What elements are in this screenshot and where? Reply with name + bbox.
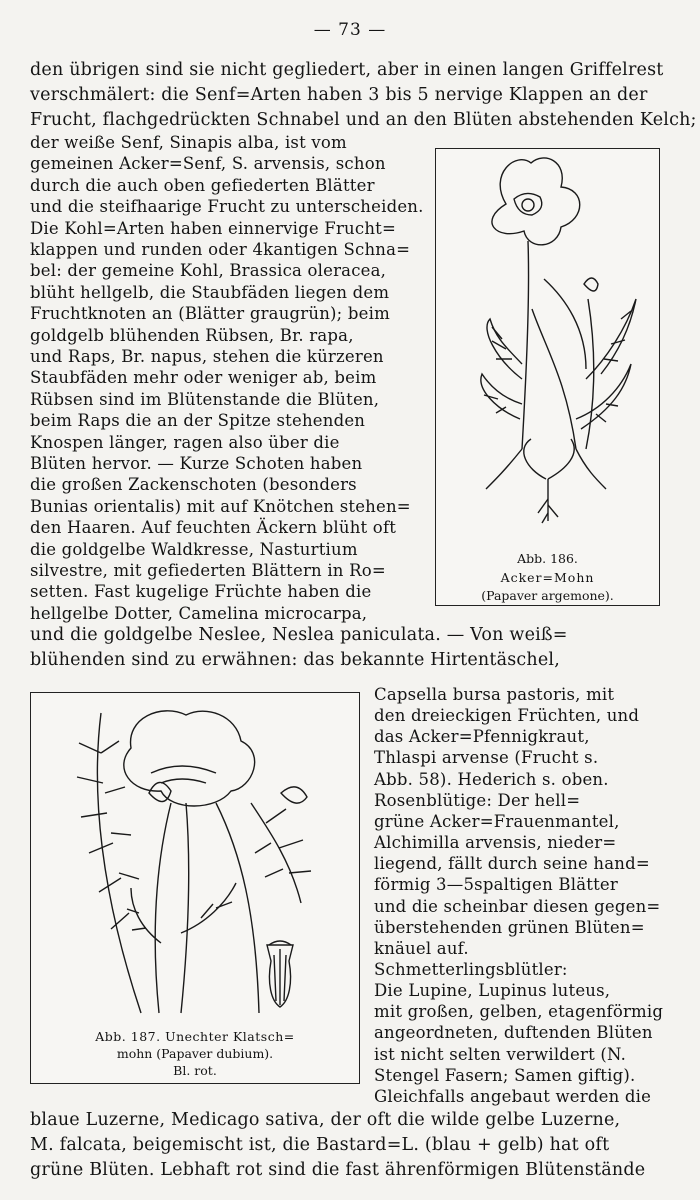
- text-line: bel: der gemeine Kohl, Brassica oleracea,: [30, 261, 387, 280]
- text-line: Knospen länger, ragen also über die: [30, 433, 340, 452]
- text-line: der weiße Senf, Sinapis alba, ist vom: [30, 133, 347, 152]
- text-line: blaue Luzerne, Medicago sativa, der oft die wilde gelbe Luzerne,: [30, 1110, 621, 1130]
- text-line: den übrigen sind sie nicht gegliedert, aber in einen langen Griffelrest: [30, 60, 664, 80]
- text-line: Capsella bursa pastoris, mit: [374, 685, 615, 704]
- text-line: und die steifhaarige Frucht zu unterscheiden.: [30, 197, 424, 216]
- text-line: mit großen, gelben, etagenförmig: [374, 1002, 664, 1021]
- text-line: blühenden sind zu erwähnen: das bekannte Hirtentäschel,: [30, 650, 560, 670]
- text-line: Die Kohl=Arten haben einnervige Frucht=: [30, 219, 396, 238]
- text-line: Bunias orientalis) mit auf Knötchen stehen=: [30, 497, 411, 516]
- text-line: angeordneten, duftenden Blüten: [374, 1023, 653, 1042]
- text-line: das Acker=Pfennigkraut,: [374, 727, 590, 746]
- text-line: goldgelb blühenden Rübsen, Br. rapa,: [30, 326, 354, 345]
- text-line: und die goldgelbe Neslee, Neslea paniculata. — Von weiß=: [30, 625, 568, 645]
- text-line: und die scheinbar diesen gegen=: [374, 897, 661, 916]
- figure-187: [30, 692, 360, 1084]
- text-line: ist nicht selten verwildert (N.: [374, 1045, 627, 1064]
- text-line: den dreieckigen Früchten, und: [374, 706, 640, 725]
- text-line: die großen Zackenschoten (besonders: [30, 475, 357, 494]
- text-line: durch die auch oben gefiederten Blätter: [30, 176, 375, 195]
- text-line: und Raps, Br. napus, stehen die kürzeren: [30, 347, 384, 366]
- caption-187-line3: Bl. rot.: [173, 1063, 217, 1078]
- text-line: Thlaspi arvense (Frucht s.: [374, 748, 599, 767]
- text-line: grüne Acker=Frauenmantel,: [374, 812, 620, 831]
- text-line: M. falcata, beigemischt ist, die Bastard=L. (blau + gelb) hat oft: [30, 1135, 610, 1155]
- caption-187-line1: Abb. 187. Unechter Klatsch=: [95, 1029, 295, 1044]
- text-line: hellgelbe Dotter, Camelina microcarpa,: [30, 604, 368, 623]
- poppy-illustration-186: [436, 149, 658, 549]
- text-line: Fruchtknoten an (Blätter graugrün); beim: [30, 304, 390, 323]
- caption-187-line2: mohn (Papaver dubium).: [116, 1046, 274, 1061]
- text-line: grüne Blüten. Lebhaft rot sind die fast ährenförmigen Blütenstände: [30, 1160, 646, 1180]
- text-line: Gleichfalls angebaut werden die: [374, 1087, 652, 1106]
- text-line: verschmälert: die Senf=Arten haben 3 bis 5 nervige Klappen an der: [30, 85, 648, 105]
- text-line: setten. Fast kugelige Früchte haben die: [30, 582, 372, 601]
- text-line: blüht hellgelb, die Staubfäden liegen dem: [30, 283, 390, 302]
- text-line: beim Raps die an der Spitze stehenden: [30, 411, 366, 430]
- caption-186-number: Abb. 186.: [517, 551, 578, 566]
- text-line: Blüten hervor. — Kurze Schoten haben: [30, 454, 363, 473]
- text-line: klappen und runden oder 4kantigen Schna=: [30, 240, 411, 259]
- text-line: Rosenblütige: Der hell=: [374, 791, 581, 810]
- text-line: Staubfäden mehr oder weniger ab, beim: [30, 368, 377, 387]
- text-line: gemeinen Acker=Senf, S. arvensis, schon: [30, 154, 386, 173]
- text-line: liegend, fällt durch seine hand=: [374, 854, 650, 873]
- text-line: silvestre, mit gefiederten Blättern in Ro=: [30, 561, 386, 580]
- text-line: Schmetterlingsblütler:: [374, 960, 568, 979]
- text-line: Rübsen sind im Blütenstande die Blüten,: [30, 390, 380, 409]
- text-line: Abb. 58). Hederich s. oben.: [374, 770, 609, 789]
- text-line: Frucht, flachgedrückten Schnabel und an den Blüten abstehenden Kelch;: [30, 110, 697, 130]
- text-line: förmig 3—5spaltigen Blätter: [374, 875, 618, 894]
- text-line: den Haaren. Auf feuchten Äckern blüht oft: [30, 518, 397, 537]
- text-line: knäuel auf.: [374, 939, 469, 958]
- poppy-illustration-187: [31, 693, 359, 1023]
- text-line: Alchimilla arvensis, nieder=: [374, 833, 617, 852]
- text-line: Stengel Fasern; Samen giftig).: [374, 1066, 636, 1085]
- text-line: die goldgelbe Waldkresse, Nasturtium: [30, 540, 358, 559]
- caption-186-name: Acker=Mohn: [500, 570, 595, 585]
- figure-186: [435, 148, 660, 606]
- text-line: Die Lupine, Lupinus luteus,: [374, 981, 611, 1000]
- page-number: — 73 —: [313, 20, 387, 40]
- caption-186-latin: (Papaver argemone).: [481, 588, 614, 603]
- text-line: überstehenden grünen Blüten=: [374, 918, 645, 937]
